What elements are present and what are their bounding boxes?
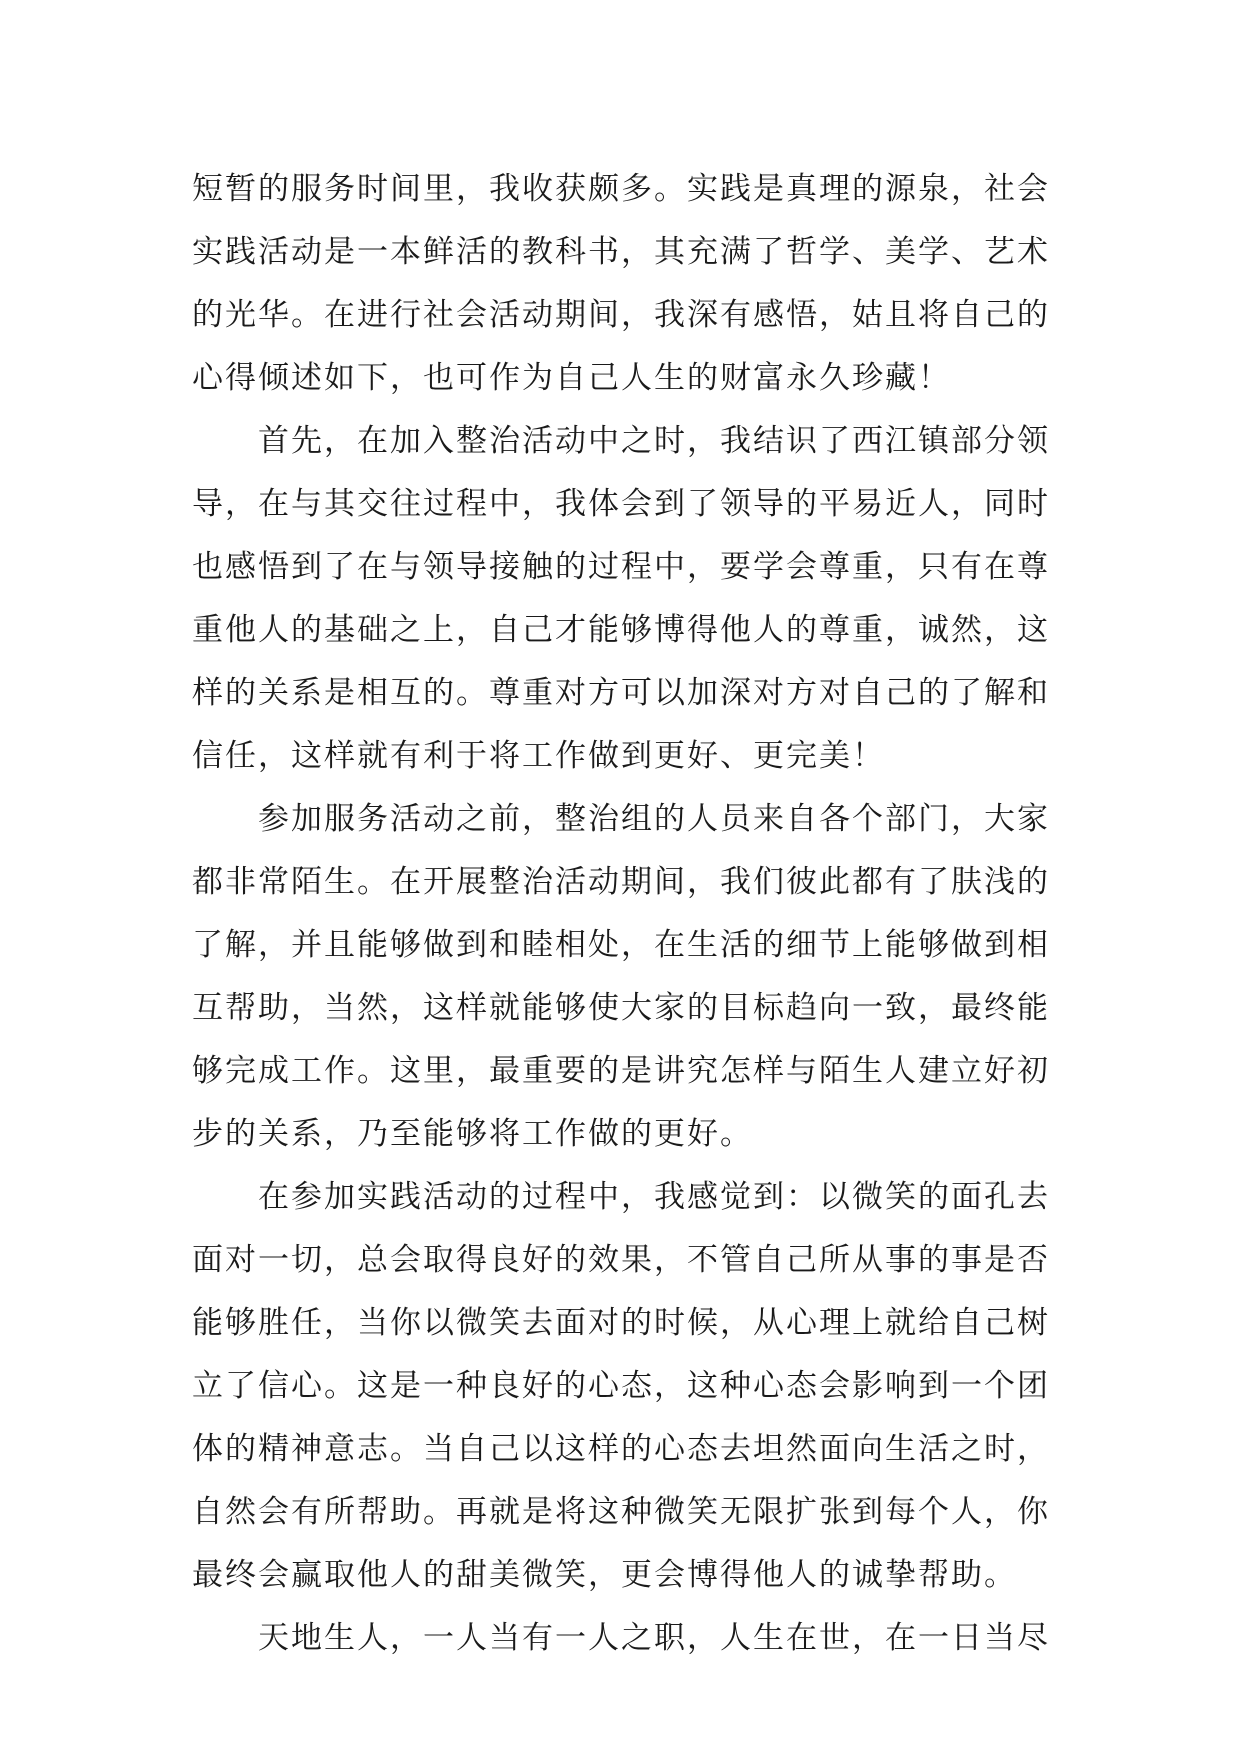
paragraph-start-line: 参加服务活动之前，整治组的人员来自各个部门，大家 — [258, 801, 1050, 837]
paragraph-start-line: 天地生人，一人当有一人之职，人生在世，在一日当尽 — [258, 1620, 1050, 1656]
text-line: 面对一切，总会取得良好的效果，不管自己所从事的事是否 — [192, 1242, 1050, 1278]
text-line: 心得倾述如下，也可作为自己人生的财富永久珍藏！ — [192, 360, 951, 396]
paragraph-start-line: 在参加实践活动的过程中，我感觉到：以微笑的面孔去 — [258, 1179, 1050, 1215]
text-line: 实践活动是一本鲜活的教科书，其充满了哲学、美学、艺术 — [192, 234, 1050, 270]
text-line: 样的关系是相互的。尊重对方可以加深对方对自己的了解和 — [192, 675, 1050, 711]
text-line: 互帮助，当然，这样就能够使大家的目标趋向一致，最终能 — [192, 990, 1050, 1026]
text-line: 导，在与其交往过程中，我体会到了领导的平易近人，同时 — [192, 486, 1050, 522]
text-line: 立了信心。这是一种良好的心态，这种心态会影响到一个团 — [192, 1368, 1050, 1404]
text-line: 了解，并且能够做到和睦相处，在生活的细节上能够做到相 — [192, 927, 1050, 963]
text-line: 也感悟到了在与领导接触的过程中，要学会尊重，只有在尊 — [192, 549, 1050, 585]
text-line: 信任，这样就有利于将工作做到更好、更完美！ — [192, 738, 885, 774]
text-line: 自然会有所帮助。再就是将这种微笑无限扩张到每个人，你 — [192, 1494, 1050, 1530]
text-line: 的光华。在进行社会活动期间，我深有感悟，姑且将自己的 — [192, 297, 1050, 333]
text-line: 都非常陌生。在开展整治活动期间，我们彼此都有了肤浅的 — [192, 864, 1050, 900]
text-line: 能够胜任，当你以微笑去面对的时候，从心理上就给自己树 — [192, 1305, 1050, 1341]
text-line: 短暂的服务时间里，我收获颇多。实践是真理的源泉，社会 — [192, 171, 1050, 207]
text-line: 体的精神意志。当自己以这样的心态去坦然面向生活之时， — [192, 1431, 1050, 1467]
text-line: 步的关系，乃至能够将工作做的更好。 — [192, 1116, 753, 1152]
paragraph-start-line: 首先，在加入整治活动中之时，我结识了西江镇部分领 — [258, 423, 1050, 459]
text-line: 重他人的基础之上，自己才能够博得他人的尊重，诚然，这 — [192, 612, 1050, 648]
text-line: 够完成工作。这里，最重要的是讲究怎样与陌生人建立好初 — [192, 1053, 1050, 1089]
document-body — [192, 158, 1072, 1670]
text-line: 最终会赢取他人的甜美微笑，更会博得他人的诚挚帮助。 — [192, 1557, 1017, 1593]
